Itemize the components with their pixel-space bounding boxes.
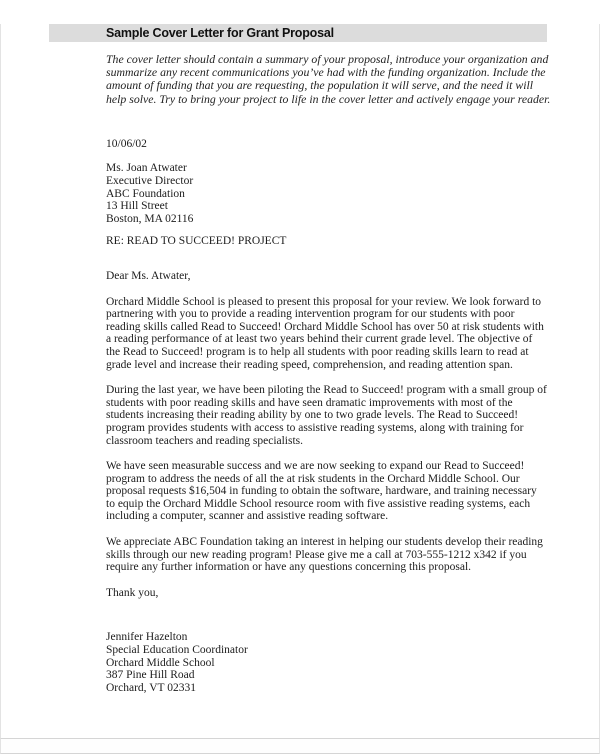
signature-line: Orchard, VT 02331 <box>106 681 196 694</box>
letter-paragraph: Orchard Middle School is pleased to present this proposal for your review. We look forward to partnering with you to provide a reading intervention program for our students with poor reading skills called Read to Succeed! Orchard Middle School has over 50 at risk students with a reading performance of at least two years behind their current grade level. The objective of the Read to Succeed! program is to help all students with poor reading skills learn to read at grade level and increase their reading speed, comprehension, and reading attention span. <box>106 295 544 371</box>
title-bar <box>49 24 547 42</box>
signature-line: Jennifer Hazelton <box>106 631 188 644</box>
closing: Thank you, <box>106 586 159 599</box>
recipient-line: Executive Director <box>106 175 194 187</box>
letter-date: 10/06/02 <box>106 137 147 150</box>
subject-line: RE: READ TO SUCCEED! PROJECT <box>106 235 287 248</box>
letter-paragraph: During the last year, we have been piloting the Read to Succeed! program with a small group of students with poor reading skills and have seen dramatic improvements with most of the students increasing their reading ability by one to two grade levels. The Read to Succeed! program provides students with access to assistive reading systems, along with training for classroom teachers and reading specialists. <box>106 384 547 447</box>
page-bottom-divider <box>0 739 600 754</box>
recipient-line: Ms. Joan Atwater <box>106 162 187 175</box>
recipient-line: 13 Hill Street <box>106 200 168 213</box>
recipient-block <box>106 162 548 225</box>
signature-line: Orchard Middle School <box>106 656 215 669</box>
document-page <box>0 24 600 739</box>
letter-paragraph: We have seen measurable success and we are now seeking to expand our Read to Succeed! program to address the needs of all the at risk students in the Orchard Middle School. Our proposal requests $16,504 in funding to obtain the software, hardware, and training necessary to equip the Orchard Middle School resource room with five assistive reading systems, each including a computer, scanner and assistive reading software. <box>106 460 537 523</box>
recipient-line: Boston, MA 02116 <box>106 212 194 225</box>
letter-paragraph: We appreciate ABC Foundation taking an interest in helping our students develop their reading skills through our new reading program! Please give me a call at 703-555-1212 x342 if you require any further information or have any questions concerning this proposal. <box>106 536 543 574</box>
page-title: Sample Cover Letter for Grant Proposal <box>106 26 334 40</box>
intro-note: The cover letter should contain a summary of your proposal, introduce your organization and summarize any recent communications you’ve had with the funding organization. Include the amount of funding that you are requesting, the population it will serve, and the need it will help solve. Try to bring your project to life in the cover letter and actively engage your reader. <box>106 52 551 106</box>
signature-line: 387 Pine Hill Road <box>106 669 195 682</box>
signature-block <box>106 631 548 694</box>
letter-body <box>106 138 548 695</box>
signature-line: Special Education Coordinator <box>106 644 248 657</box>
recipient-line: ABC Foundation <box>106 187 185 200</box>
salutation: Dear Ms. Atwater, <box>106 269 191 282</box>
